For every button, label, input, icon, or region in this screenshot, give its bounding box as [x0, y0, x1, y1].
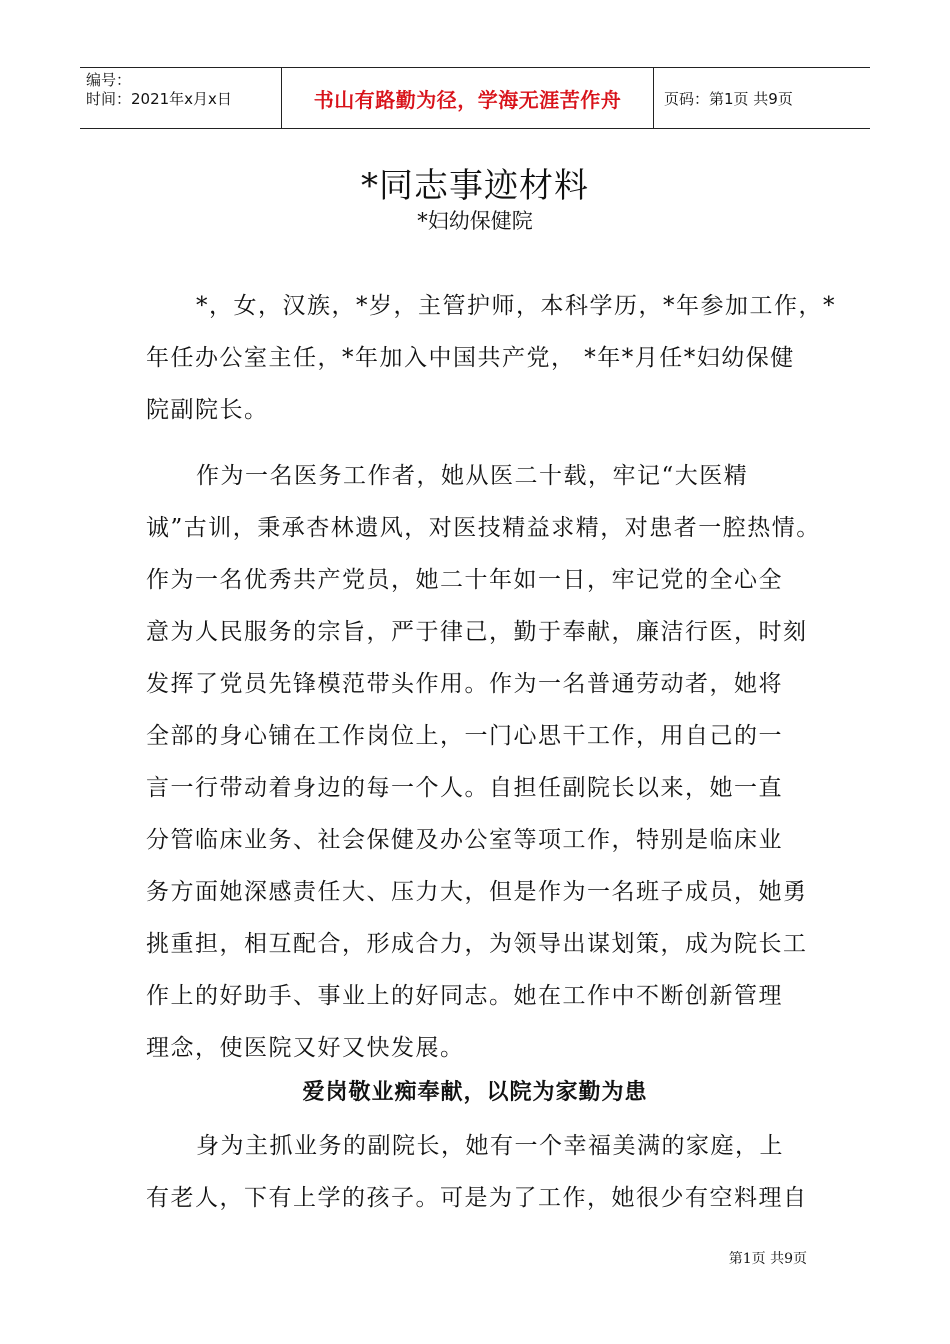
paragraph-3	[146, 1120, 818, 1224]
header-motto: 书山有路勤为径，学海无涯苦作舟	[313, 87, 622, 112]
paragraph-2	[146, 450, 821, 1074]
section-heading: 爱岗敬业痴奉献，以院为家勤为患	[302, 1079, 648, 1105]
paragraph-1	[146, 280, 836, 436]
paragraph-line: 分管临床业务、社会保健及办公室等项工作，特别是临床业	[146, 827, 783, 853]
paragraph-line: 作为一名优秀共产党员，她二十年如一日，牢记党的全心全	[146, 567, 783, 593]
paragraph-line: 作为一名医务工作者，她从医二十载，牢记“大医精	[196, 463, 749, 489]
document-title: *同志事迹材料	[361, 166, 589, 206]
page-header	[80, 67, 870, 129]
header-meta	[80, 68, 281, 128]
paragraph-line: 作上的好助手、事业上的好同志。她在工作中不断创新管理	[146, 983, 783, 1009]
paragraph-line: 诚”古训，秉承杏林遗风，对医技精益求精，对患者一腔热情。	[146, 515, 821, 541]
paragraph-line: 有老人，下有上学的孩子。可是为了工作，她很少有空料理自	[146, 1185, 808, 1211]
paragraph-line: 挑重担，相互配合，形成合力，为领导出谋划策，成为院长工	[146, 931, 808, 957]
document-subtitle: *妇幼保健院	[417, 209, 533, 233]
paragraph-line: 年任办公室主任，*年加入中国共产党， *年*月任*妇幼保健	[146, 345, 795, 371]
paragraph-line: 意为人民服务的宗旨，严于律己，勤于奉献，廉洁行医，时刻	[146, 619, 808, 645]
header-page-number: 页码：第1页 共9页	[664, 89, 793, 108]
header-motto-cell	[281, 68, 654, 128]
paragraph-line: 发挥了党员先锋模范带头作用。作为一名普通劳动者，她将	[146, 671, 783, 697]
paragraph-line: 务方面她深感责任大、压力大，但是作为一名班子成员，她勇	[146, 879, 808, 905]
paragraph-line: 全部的身心铺在工作岗位上，一门心思干工作，用自己的一	[146, 723, 783, 749]
document-date: 时间：2021年x月x日	[86, 90, 232, 108]
paragraph-line: 理念，使医院又好又快发展。	[146, 1035, 465, 1061]
paragraph-line: 言一行带动着身边的每一个人。自担任副院长以来，她一直	[146, 775, 783, 801]
document-number: 编号：	[86, 71, 132, 89]
paragraph-line: 身为主抓业务的副院长，她有一个幸福美满的家庭，上	[196, 1133, 784, 1159]
footer-page-number: 第1页 共9页	[728, 1251, 807, 1267]
header-page-cell	[654, 68, 870, 128]
paragraph-line: 院副院长。	[146, 397, 269, 423]
paragraph-line: *，女，汉族，*岁，主管护师，本科学历，*年参加工作，*	[196, 293, 836, 319]
